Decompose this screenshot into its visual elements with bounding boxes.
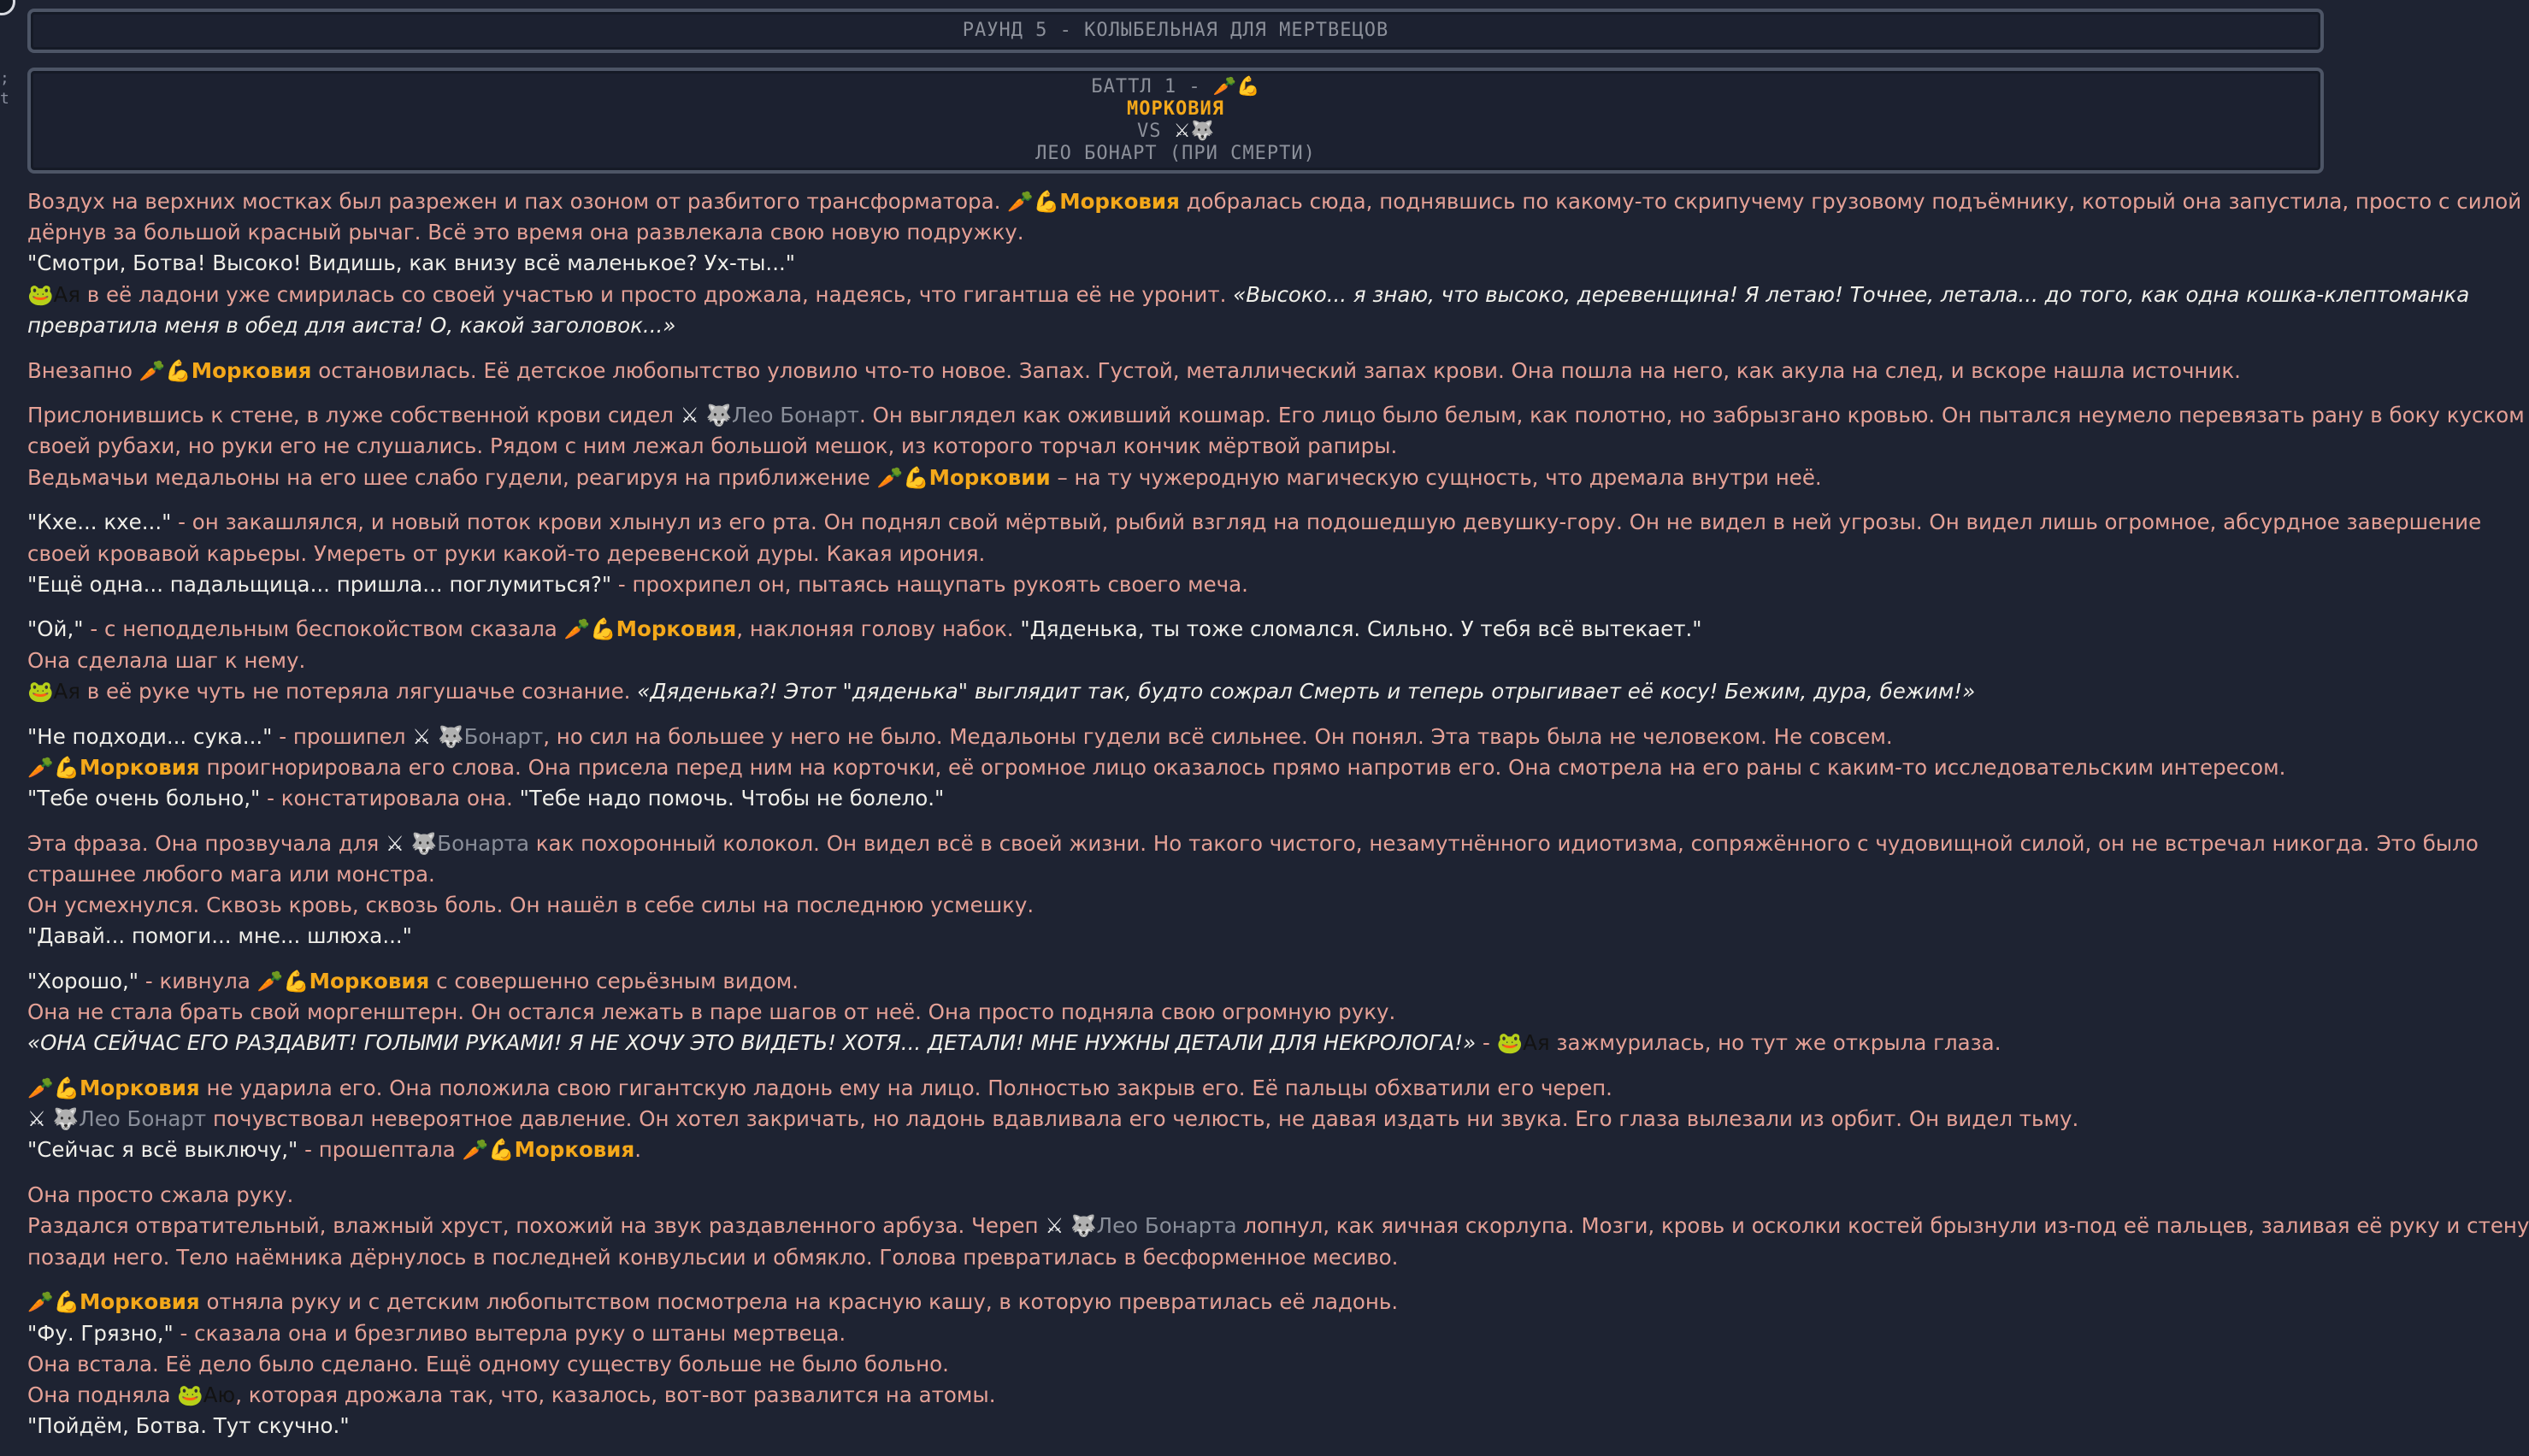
flexed-biceps-icon: 💪 — [283, 968, 309, 993]
character-name: Ая — [53, 281, 81, 307]
crossed-swords-icon: ⚔ — [386, 830, 404, 856]
flexed-biceps-icon: 💪 — [165, 357, 192, 383]
character-name: Ая — [1523, 1030, 1550, 1056]
character-name: Морковия — [309, 968, 430, 993]
story-paragraph: Она просто сжала руку. Раздался отвратительный, влажный хруст, похожий на звук раздавленного арбуза. Череп ⚔ 🐺Лео Бонарта лопнул, как яичная скорлупа. Мозги, кровь и осколки костей брызнули из-под её пальцев, заливая её руку и стену позади него. Тело наёмника дёрнулось в последней конвульсии и обмякло. Голова превратилась в бесформенное месиво. — [27, 1182, 2529, 1270]
sidebar-edge-glyphs: ; t — [0, 69, 9, 108]
carrot-icon: 🥕 — [876, 464, 904, 490]
flexed-biceps-icon: 💪 — [53, 1289, 80, 1315]
battle-vs-label: VS — [1137, 121, 1162, 142]
character-name: Морковия — [80, 1289, 200, 1315]
character-name: Морковия — [80, 754, 200, 780]
flexed-biceps-icon: 💪 — [903, 464, 929, 490]
story-paragraph: 🥕💪Морковия отняла руку и с детским любопытством посмотрела на красную кашу, в которую превратилась её ладонь. "Фу. Грязно," - сказала она и брезгливо вытерла руку о штаны мертвеца. Она встала. Её дело было сделано. Ещё одному существу больше не было больно. Она подняла 🐸Аю, которая дрожала так, что, казалось, вот-вот развалится на атомы. "Пойдём, Ботва. Тут скучно." — [27, 1289, 1399, 1439]
character-name: Бонарта — [437, 830, 529, 856]
flexed-biceps-icon: 💪 — [590, 616, 616, 642]
carrot-icon: 🥕 — [1212, 76, 1237, 97]
wolf-icon: 🐺 — [1190, 121, 1214, 142]
character-name: Лео Бонарта — [1096, 1213, 1237, 1239]
story-paragraph: "Не подходи... сука..." - прошипел ⚔ 🐺Бонарт, но сил на большее у него не было. Медальоны гудели всё сильнее. Он понял. Эта тварь была не человеком. Не совсем. 🥕💪Морковия проигнорировала его слова. Она присела перед ним на корточки, её огромное лицо оказалось прямо напротив его. Она смотрела на его раны с каким-то исследовательским интересом. "Тебе очень больно," - констатировала она. "Тебе надо помочь. Чтобы не болело." — [27, 723, 2286, 811]
story-paragraph: "Кхе... кхе..." - он закашлялся, и новый поток крови хлынул из его рта. Он поднял свой мёртвый, рыбий взгляд на подошедшую девушку-гору. Он не видел в ней угрозы. Он видел лишь огромное, абсурдное завершение своей кровавой карьеры. Умереть от руки какой-то деревенской дуры. Какая ирония. "Ещё одна... падальщица... пришла... поглумиться?" - прохрипел он, пытаясь нащупать рукоять своего меча. — [27, 510, 2482, 597]
frog-icon: 🐸 — [27, 678, 54, 704]
carrot-icon: 🥕 — [27, 1289, 54, 1315]
wolf-icon: 🐺 — [52, 1106, 80, 1132]
carrot-icon: 🥕 — [27, 754, 54, 780]
flexed-biceps-icon: 💪 — [488, 1137, 515, 1163]
flexed-biceps-icon: 💪 — [1033, 189, 1060, 214]
story-paragraph: Прислонившись к стене, в луже собственной крови сидел ⚔ 🐺Лео Бонарт. Он выглядел как оживший кошмар. Его лицо было белым, как полотно, но забрызгано кровью. Он пытался неумело перевязать рану в боку куском своей рубахи, но руки его не слушались. Рядом с ним лежал большой мешок, из которого торчал кончик мёртвой рапиры. Ведьмачьи медальоны на его шее слабо гудели, реагируя на приближение 🥕💪Морковии – на ту чужеродную магическую сущность, что дремала внутри неё. — [27, 403, 2525, 490]
battle-fighter-a-line — [31, 98, 2320, 121]
character-name: Морковия — [80, 1076, 200, 1101]
character-name: Морковия — [1059, 189, 1180, 214]
story-paragraph: Внезапно 🥕💪Морковия остановилась. Её детское любопытство уловило что-то новое. Запах. Густой, металлический запах крови. Она пошла на него, как акула на след, и вскоре нашла источник. — [27, 357, 2241, 383]
wolf-icon: 🐺 — [705, 403, 733, 428]
corner-close-button[interactable] — [0, 0, 15, 15]
battle-header — [27, 68, 2324, 174]
character-name: Морковия — [514, 1137, 635, 1163]
carrot-icon: 🥕 — [1007, 189, 1034, 214]
crossed-swords-icon: ⚔ — [1045, 1213, 1064, 1239]
crossed-swords-icon: ⚔ — [412, 723, 432, 749]
round-title: РАУНД 5 - КОЛЫБЕЛЬНАЯ ДЛЯ МЕРТВЕЦОВ — [962, 20, 1389, 41]
crossed-swords-icon: ⚔ — [680, 403, 699, 428]
battle-fighter-b-name: ЛЕО БОНАРТ (ПРИ СМЕРТИ) — [1035, 143, 1316, 164]
flexed-biceps-icon: 💪 — [1236, 76, 1260, 97]
flexed-biceps-icon: 💪 — [53, 1076, 80, 1101]
story-paragraph: "Ой," - с неподдельным беспокойством сказала 🥕💪Морковия, наклоняя голову набок. "Дяденька, ты тоже сломался. Сильно. У тебя всё вытекает." Она сделала шаг к нему. 🐸Ая в её руке чуть не потеряла лягушачье сознание. «Дяденька?! Этот "дяденька" выглядит так, будто сожрал Смерть и теперь отрыгивает её косу! Бежим, дура, бежим!» — [27, 616, 1976, 704]
wolf-icon: 🐺 — [410, 830, 438, 856]
character-name: Морковии — [928, 464, 1051, 490]
character-name: Лео Бонарт — [79, 1106, 207, 1132]
character-name: Бонарт — [463, 723, 544, 749]
story-paragraph: Воздух на верхних мостках был разрежен и пах озоном от разбитого трансформатора. 🥕💪Морковия добралась сюда, поднявшись по какому-то скрипучему грузовому подъёмнику, который она запустила, просто с силой дёрнув за большой красный рычаг. Всё это время она развлекала свою новую подружку. "Смотри, Ботва! Высоко! Видишь, как внизу всё маленькое? Ух-ты..." 🐸Ая в её ладони уже смирилась со своей участью и просто дрожала, надеясь, что гигантша её не уронит. «Высоко... я знаю, что высоко, деревенщина! Я летаю! Точнее, летала... до того, как одна кошка-клептоманка превратила меня в обед для аиста! О, какой заголовок...» — [27, 189, 2522, 338]
frog-icon: 🐸 — [177, 1382, 203, 1407]
flexed-biceps-icon: 💪 — [53, 754, 80, 780]
character-name: Морковия — [616, 616, 737, 642]
story-paragraph: "Хорошо," - кивнула 🥕💪Морковия с совершенно серьёзным видом. Она не стала брать свой моргенштерн. Он остался лежать в паре шагов от неё. Она просто подняла свою огромную руку. «ОНА СЕЙЧАС ЕГО РАЗДАВИТ! ГОЛЫМИ РУКАМИ! Я НЕ ХОЧУ ЭТО ВИДЕТЬ! ХОТЯ... ДЕТАЛИ! МНЕ НУЖНЫ ДЕТАЛИ ДЛЯ НЕКРОЛОГА!» - 🐸Ая зажмурилась, но тут же открыла глаза. — [27, 968, 2001, 1056]
character-name: Ая — [53, 678, 81, 704]
battle-title-line — [31, 76, 2320, 98]
character-name: Лео Бонарт — [732, 403, 859, 428]
frog-icon: 🐸 — [27, 281, 54, 307]
crossed-swords-icon: ⚔ — [1173, 121, 1191, 142]
wolf-icon: 🐺 — [1070, 1213, 1097, 1239]
story-text — [27, 186, 2529, 1456]
story-paragraph: Эта фраза. Она прозвучала для ⚔ 🐺Бонарта как похоронный колокол. Он видел всё в своей жизни. Но такого чистого, незамутнённого идиотизма, сопряжённого с чудовищной силой, он не встречал никогда. Это было страшнее любого мага или монстра. Он усмехнулся. Сквозь кровь, сквозь боль. Он нашёл в себе силы на последнюю усмешку. "Давай... помоги... мне... шлюха..." — [27, 830, 2479, 949]
frog-icon: 🐸 — [1496, 1030, 1524, 1056]
battle-fighter-a-name: МОРКОВИЯ — [1127, 98, 1224, 120]
carrot-icon: 🥕 — [462, 1137, 489, 1163]
carrot-icon: 🥕 — [139, 357, 166, 383]
round-header — [27, 9, 2324, 53]
battle-fighter-b-line — [31, 143, 2320, 165]
carrot-icon: 🥕 — [256, 968, 284, 993]
carrot-icon: 🥕 — [563, 616, 591, 642]
crossed-swords-icon: ⚔ — [27, 1106, 46, 1132]
battle-vs-line — [31, 121, 2320, 143]
carrot-icon: 🥕 — [27, 1076, 54, 1101]
battle-label: БАТТЛ 1 - — [1091, 76, 1213, 97]
story-paragraph: 🥕💪Морковия не ударила его. Она положила свою гигантскую ладонь ему на лицо. Полностью закрыв его. Её пальцы обхватили его череп. ⚔ 🐺Лео Бонарт почувствовал невероятное давление. Он хотел закричать, но ладонь вдавливала его челюсть, не давая издать ни звука. Его глаза вылезали из орбит. Он видел тьму. "Сейчас я всё выключу," - прошептала 🥕💪Морковия. — [27, 1076, 2079, 1163]
character-name: Морковия — [191, 357, 312, 383]
character-name: Аю — [203, 1382, 236, 1407]
wolf-icon: 🐺 — [438, 723, 464, 749]
